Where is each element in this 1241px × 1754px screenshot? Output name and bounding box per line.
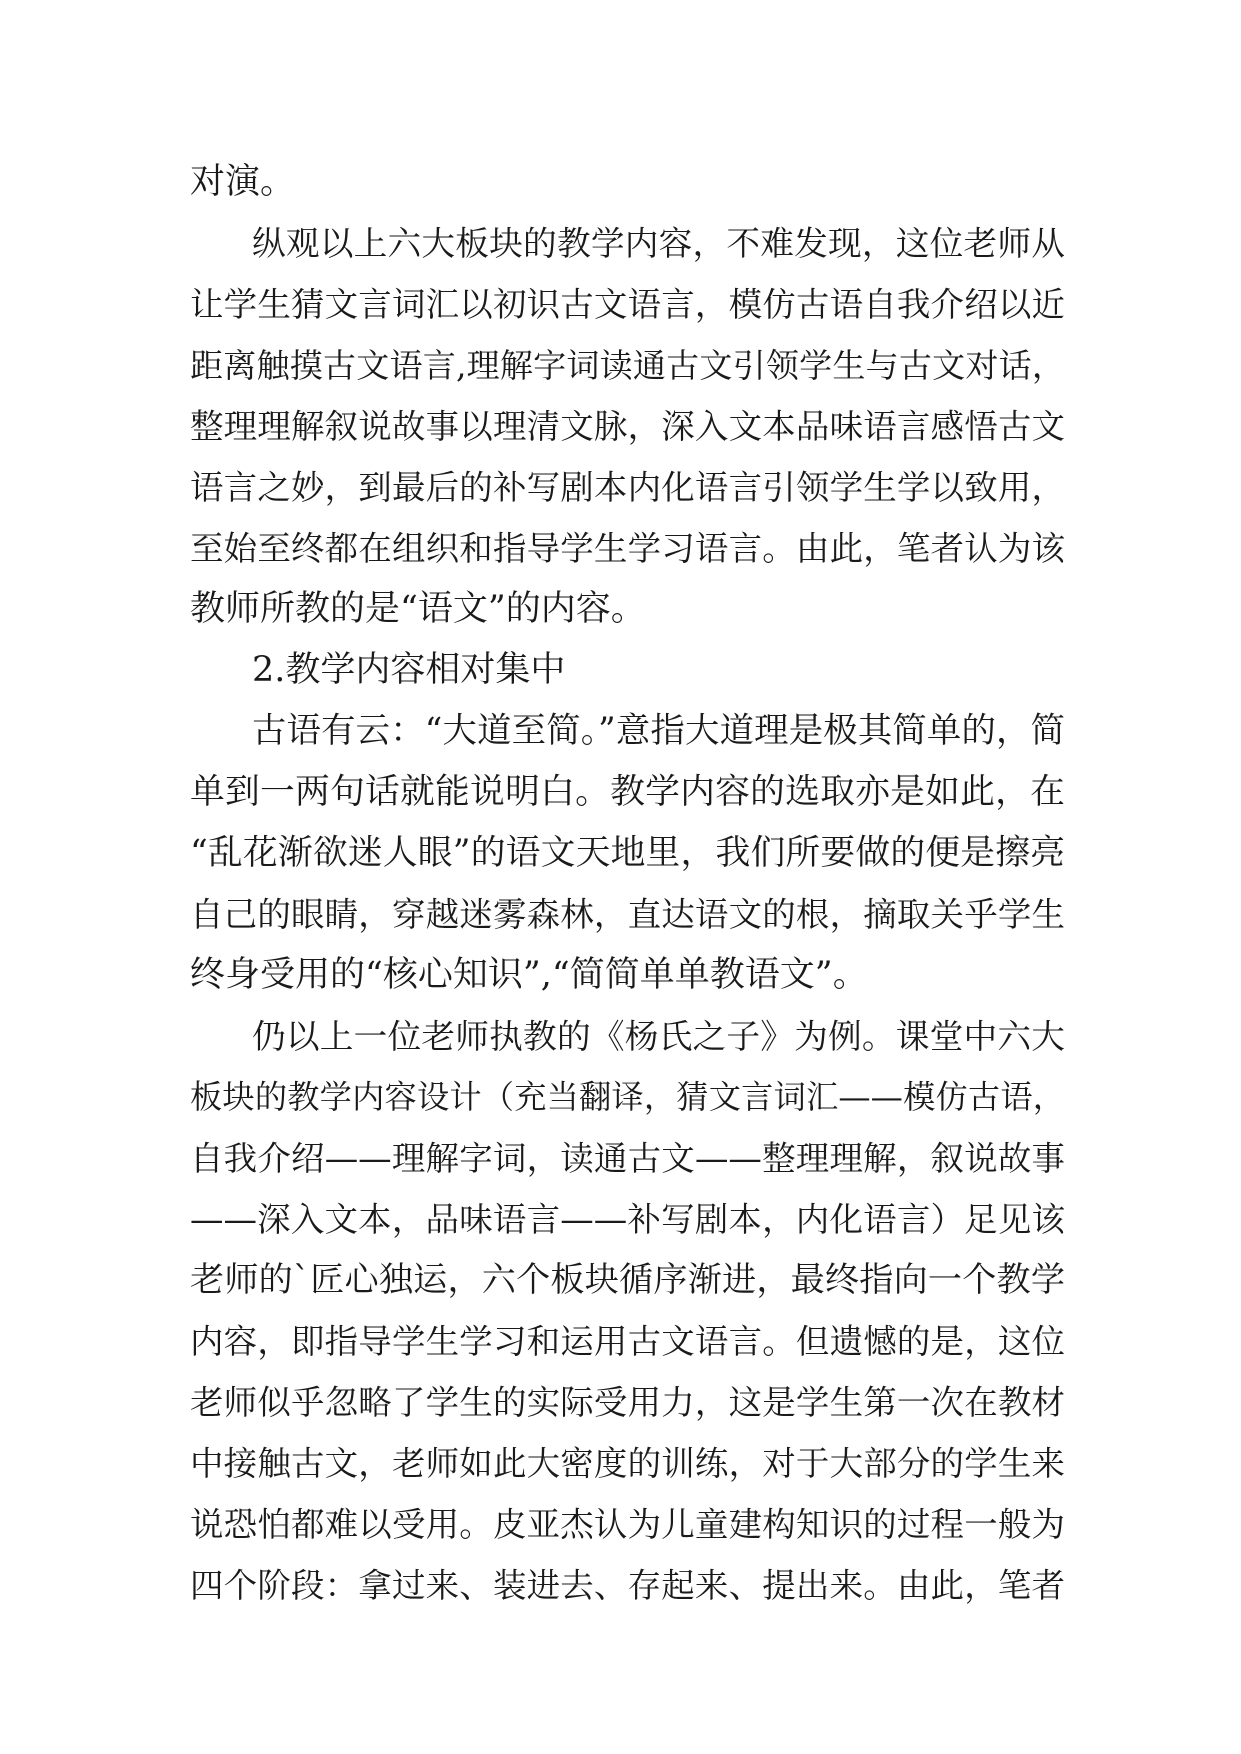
text-line: 自我介绍——理解字词，读通古文——整理理解，叙说故事 [190,1139,1065,1178]
section-heading [190,640,1065,701]
text-line: 古语有云：“大道至简。”意指大道理是极其简单的，简 [252,711,1065,751]
text-line: 至始至终都在组织和指导学生学习语言。由此，笔者认为该 [190,529,1065,568]
text-line: 自己的眼睛，穿越迷雾森林，直达语文的根，摘取关乎学生 [190,895,1065,934]
paragraph-continuation [190,152,1065,213]
text-line: 教师所教的是“语文”的内容。 [190,589,646,629]
paragraph-summary [190,213,1065,640]
text-line: “乱花渐欲迷人眼”的语文天地里，我们所要做的便是擦亮 [190,833,1065,873]
text-line: 纵观以上六大板块的教学内容，不难发现，这位老师从 [252,224,1065,263]
text-line: 中接触古文，老师如此大密度的训练，对于大部分的学生来 [190,1444,1065,1483]
text-line: 四个阶段：拿过来、装进去、存起来、提出来。由此，笔者 [190,1566,1065,1605]
text-line: 单到一两句话就能说明白。教学内容的选取亦是如此，在 [190,772,1065,812]
body-text [190,152,1065,1616]
text-line: 对演。 [190,162,296,202]
heading-line: 2.教学内容相对集中 [252,650,566,690]
text-line: 终身受用的“核心知识”,“简简单单教语文”。 [190,955,868,995]
text-line: 让学生猜文言词汇以初识古文语言，模仿古语自我介绍以近 [190,285,1065,324]
text-line: 距离触摸古文语言,理解字词读通古文引领学生与古文对话， [190,346,1065,385]
text-line: 语言之妙，到最后的补写剧本内化语言引领学生学以致用， [190,468,1065,507]
paragraph-example [190,1006,1065,1616]
text-line: 老师似乎忽略了学生的实际受用力，这是学生第一次在教材 [190,1383,1065,1422]
paragraph-quote [190,701,1065,1006]
text-line: 整理理解叙说故事以理清文脉，深入文本品味语言感悟古文 [190,407,1065,446]
text-line: 仍以上一位老师执教的《杨氏之子》为例。课堂中六大 [252,1017,1065,1056]
text-line: 板块的教学内容设计（充当翻译，猜文言词汇——模仿古语， [190,1078,1065,1116]
text-line: 内容，即指导学生学习和运用古文语言。但遗憾的是，这位 [190,1322,1065,1361]
text-line: 说恐怕都难以受用。皮亚杰认为儿童建构知识的过程一般为 [190,1505,1065,1544]
text-line: 老师的`匠心独运，六个板块循序渐进，最终指向一个教学 [190,1260,1065,1300]
text-line: ——深入文本，品味语言——补写剧本，内化语言）足见该 [190,1200,1065,1239]
